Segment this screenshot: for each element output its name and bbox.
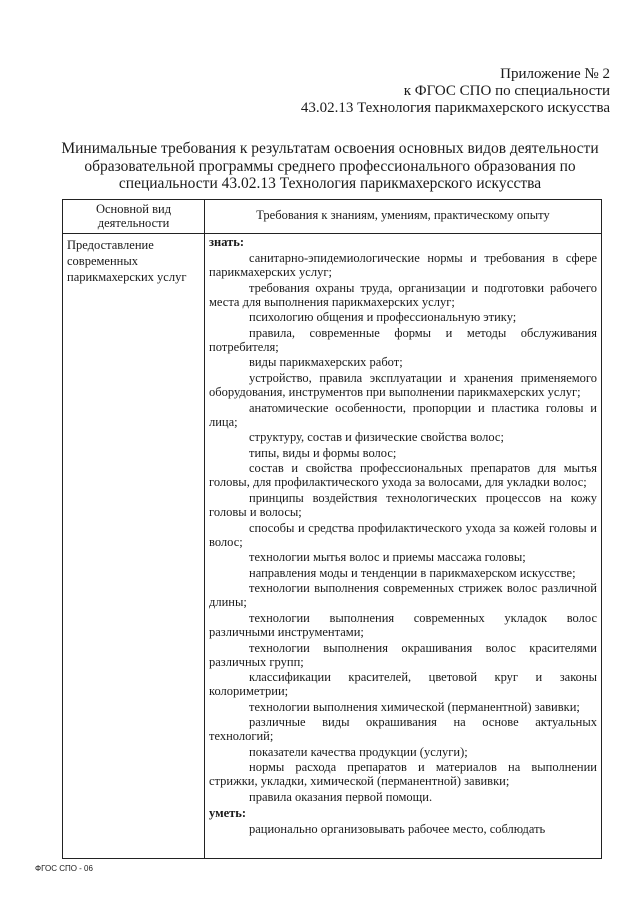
- requirements-cell: [209, 235, 597, 837]
- requirement-item: состав и свойства профессиональных препаратов для мытья головы, для профилактического ухода за волосами, для укладки волос;: [209, 461, 597, 490]
- activity-cell: Предоставление современных парикмахерских услуг: [67, 238, 187, 284]
- requirement-item: требования охраны труда, организации и подготовки рабочего места для выполнения парикмахерских услуг;: [209, 280, 597, 309]
- column-divider: [204, 200, 205, 858]
- appendix-header: [301, 66, 610, 117]
- requirement-item: технологии выполнения современных стрижек волос различной длины;: [209, 581, 597, 610]
- know-label: знать:: [209, 235, 245, 249]
- requirement-item: виды парикмахерских работ;: [249, 355, 403, 370]
- requirement-item: санитарно-эпидемиологические нормы и требования в сфере парикмахерских услуг;: [209, 251, 597, 279]
- appendix-specialty: 43.02.13 Технология парикмахерского искусства: [300, 100, 610, 116]
- requirement-item: структуру, состав и физические свойства волос;: [249, 430, 504, 445]
- document-title: [50, 140, 610, 193]
- requirement-item: принципы воздействия технологических процессов на кожу головы и волосы;: [209, 490, 597, 519]
- requirement-item: технологии выполнения химической (перманентной) завивки;: [249, 699, 580, 714]
- appendix-standard: к ФГОС СПО по специальности: [403, 83, 610, 99]
- title-line-2: образовательной программы среднего профессионального образования по: [84, 157, 576, 175]
- skill-list: [209, 822, 597, 836]
- requirement-item: анатомические особенности, пропорции и пластика головы и лица;: [209, 400, 597, 429]
- page-footer-code: ФГОС СПО - 06: [35, 864, 93, 873]
- requirement-item: показатели качества продукции (услуги);: [249, 744, 468, 759]
- requirement-item: рационально организовывать рабочее место, соблюдать: [249, 821, 546, 836]
- requirement-item: правила оказания первой помощи.: [249, 790, 433, 805]
- header-requirements: Требования к знаниям, умениям, практическому опыту: [256, 208, 550, 222]
- requirement-item: нормы расхода препаратов и материалов на выполнении стрижки, укладки, химической (перманентной) завивки;: [209, 760, 597, 789]
- requirement-item: правила, современные формы и методы обслуживания потребителя;: [209, 325, 597, 354]
- requirement-item: типы, виды и формы волос;: [249, 445, 397, 460]
- requirement-item: способы и средства профилактического ухода за кожей головы и волос;: [209, 520, 597, 549]
- requirement-item: технологии мытья волос и приемы массажа головы;: [249, 550, 526, 565]
- requirement-item: классификации красителей, цветовой круг и законы колориметрии;: [209, 670, 597, 699]
- header-activity: Основной вид деятельности: [95, 202, 172, 230]
- skill-label: уметь:: [209, 805, 247, 820]
- requirement-item: направления моды и тенденции в парикмахерском искусстве;: [249, 565, 576, 580]
- title-line-3: специальности 43.02.13 Технология парикмахерского искусства: [118, 175, 542, 192]
- requirement-item: различные виды окрашивания на основе актуальных технологий;: [209, 715, 597, 744]
- requirements-table: [62, 199, 602, 859]
- title-line-1: Минимальные требования к результатам освоения основных видов деятельности: [61, 140, 599, 157]
- table-header-row: [63, 200, 601, 234]
- appendix-number: Приложение № 2: [500, 66, 610, 82]
- requirement-item: психологию общения и профессиональную этику;: [249, 310, 517, 325]
- requirement-item: технологии выполнения современных укладок волос различными инструментами;: [209, 610, 597, 639]
- requirement-item: технологии выполнения окрашивания волос красителями различных групп;: [209, 640, 597, 669]
- requirement-item: устройство, правила эксплуатации и хранения применяемого оборудования, инструментов при выполнении парикмахерских услуг;: [209, 370, 597, 399]
- know-list: [209, 251, 597, 804]
